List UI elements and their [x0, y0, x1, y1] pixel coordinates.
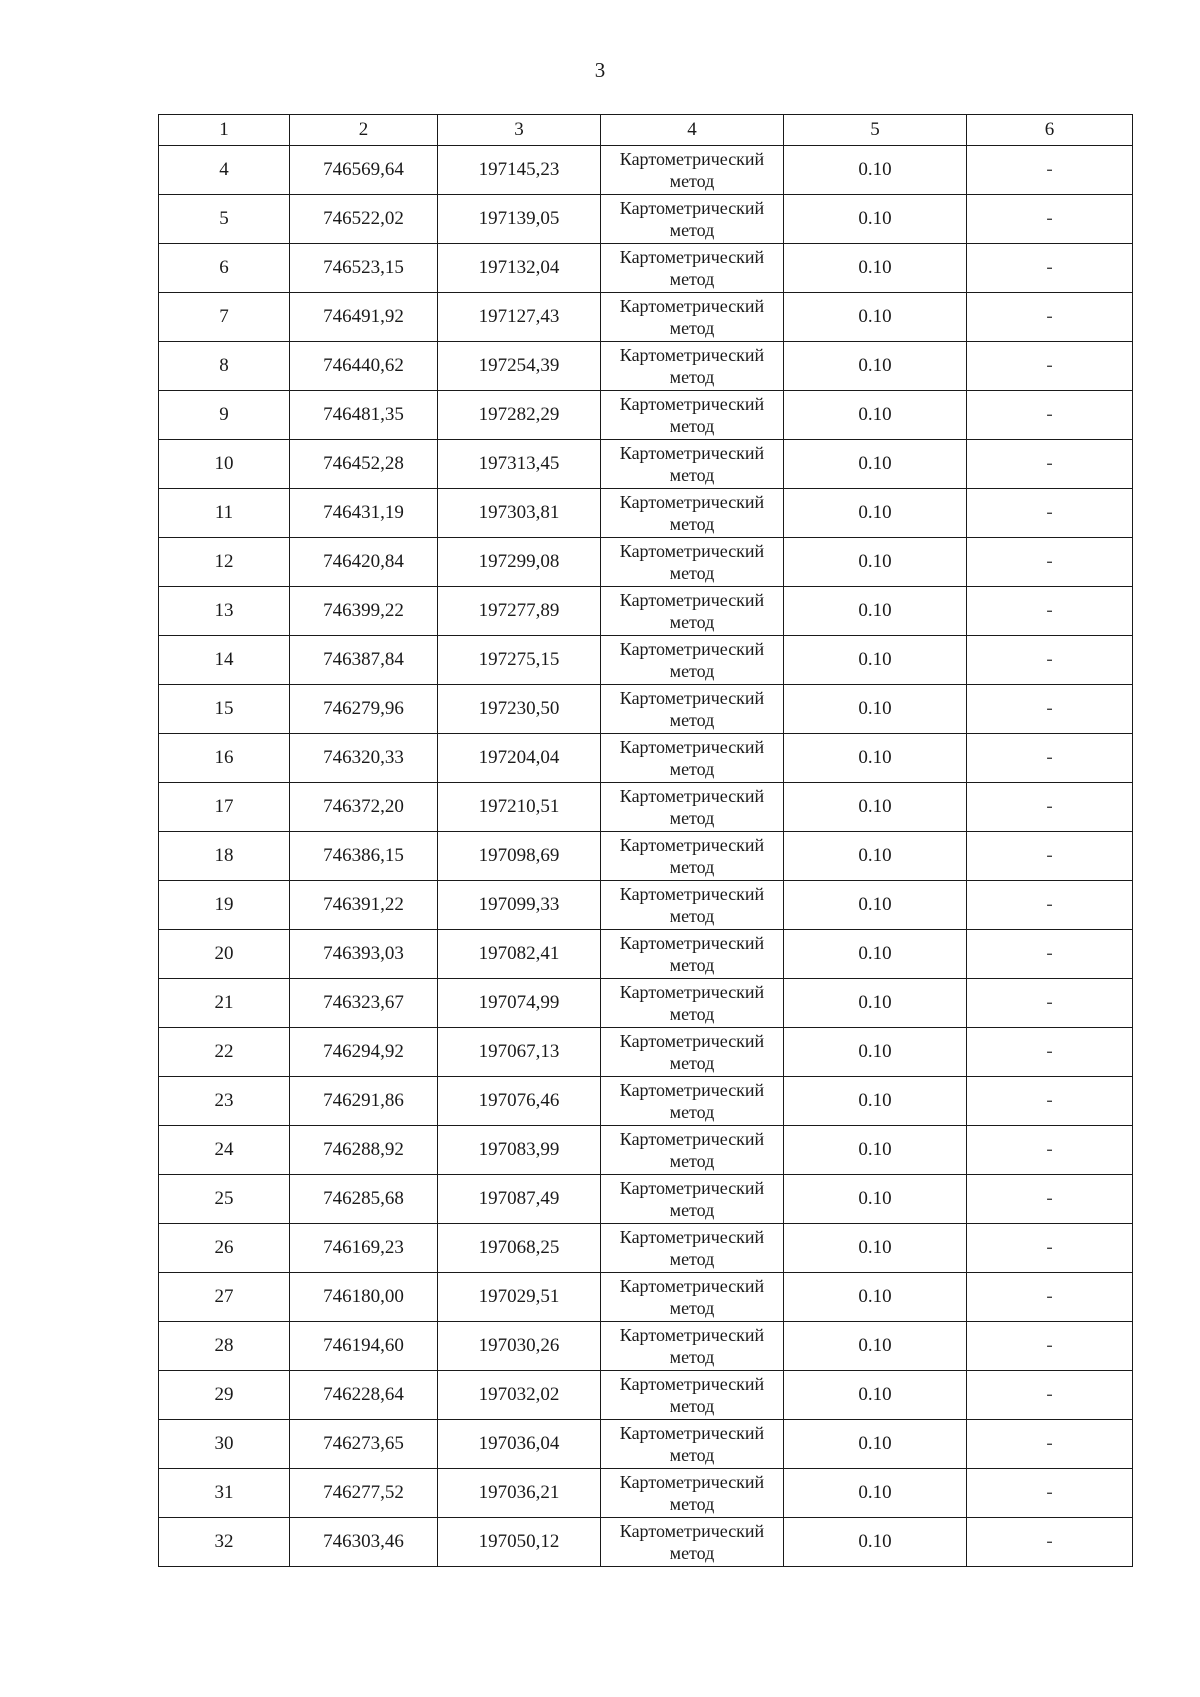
point-number-cell: 11 [159, 489, 290, 538]
method-cell: Картометрический метод [601, 342, 784, 391]
description-cell: - [967, 979, 1133, 1028]
x-coordinate-cell: 746288,92 [290, 1126, 438, 1175]
method-cell: Картометрический метод [601, 1420, 784, 1469]
x-coordinate-cell: 746522,02 [290, 195, 438, 244]
y-coordinate-cell: 197275,15 [438, 636, 601, 685]
x-coordinate-cell: 746399,22 [290, 587, 438, 636]
method-cell: Картометрический метод [601, 293, 784, 342]
point-number-cell: 8 [159, 342, 290, 391]
table-row [159, 195, 1133, 244]
method-cell: Картометрический метод [601, 734, 784, 783]
x-coordinate-cell: 746194,60 [290, 1322, 438, 1371]
accuracy-cell: 0.10 [784, 538, 967, 587]
accuracy-cell: 0.10 [784, 244, 967, 293]
method-cell: Картометрический метод [601, 391, 784, 440]
y-coordinate-cell: 197204,04 [438, 734, 601, 783]
method-cell: Картометрический метод [601, 1371, 784, 1420]
y-coordinate-cell: 197277,89 [438, 587, 601, 636]
point-number-cell: 19 [159, 881, 290, 930]
description-cell: - [967, 881, 1133, 930]
table-row [159, 783, 1133, 832]
accuracy-cell: 0.10 [784, 832, 967, 881]
x-coordinate-cell: 746431,19 [290, 489, 438, 538]
table-row [159, 244, 1133, 293]
method-cell: Картометрический метод [601, 832, 784, 881]
x-coordinate-cell: 746169,23 [290, 1224, 438, 1273]
method-cell: Картометрический метод [601, 783, 784, 832]
y-coordinate-cell: 197082,41 [438, 930, 601, 979]
accuracy-cell: 0.10 [784, 1518, 967, 1567]
description-cell: - [967, 587, 1133, 636]
point-number-cell: 30 [159, 1420, 290, 1469]
x-coordinate-cell: 746452,28 [290, 440, 438, 489]
x-coordinate-cell: 746372,20 [290, 783, 438, 832]
accuracy-cell: 0.10 [784, 146, 967, 195]
point-number-cell: 28 [159, 1322, 290, 1371]
y-coordinate-cell: 197299,08 [438, 538, 601, 587]
table-row [159, 1273, 1133, 1322]
accuracy-cell: 0.10 [784, 587, 967, 636]
x-coordinate-cell: 746323,67 [290, 979, 438, 1028]
accuracy-cell: 0.10 [784, 342, 967, 391]
y-coordinate-cell: 197145,23 [438, 146, 601, 195]
description-cell: - [967, 1077, 1133, 1126]
coordinates-table [158, 114, 1133, 1567]
description-cell: - [967, 440, 1133, 489]
method-cell: Картометрический метод [601, 979, 784, 1028]
method-cell: Картометрический метод [601, 1126, 784, 1175]
table-row [159, 587, 1133, 636]
method-cell: Картометрический метод [601, 146, 784, 195]
point-number-cell: 20 [159, 930, 290, 979]
description-cell: - [967, 1469, 1133, 1518]
accuracy-cell: 0.10 [784, 489, 967, 538]
accuracy-cell: 0.10 [784, 783, 967, 832]
description-cell: - [967, 1224, 1133, 1273]
y-coordinate-cell: 197030,26 [438, 1322, 601, 1371]
table-header-row [159, 115, 1133, 146]
table-row [159, 293, 1133, 342]
table-row [159, 734, 1133, 783]
point-number-cell: 24 [159, 1126, 290, 1175]
y-coordinate-cell: 197083,99 [438, 1126, 601, 1175]
table-row [159, 832, 1133, 881]
description-cell: - [967, 734, 1133, 783]
point-number-cell: 23 [159, 1077, 290, 1126]
header-cell-y: 3 [438, 115, 601, 146]
method-cell: Картометрический метод [601, 1322, 784, 1371]
x-coordinate-cell: 746320,33 [290, 734, 438, 783]
description-cell: - [967, 293, 1133, 342]
method-cell: Картометрический метод [601, 636, 784, 685]
x-coordinate-cell: 746481,35 [290, 391, 438, 440]
x-coordinate-cell: 746393,03 [290, 930, 438, 979]
table-row [159, 979, 1133, 1028]
point-number-cell: 10 [159, 440, 290, 489]
table-row [159, 440, 1133, 489]
y-coordinate-cell: 197029,51 [438, 1273, 601, 1322]
point-number-cell: 17 [159, 783, 290, 832]
description-cell: - [967, 685, 1133, 734]
table-row [159, 1126, 1133, 1175]
point-number-cell: 12 [159, 538, 290, 587]
header-cell-point-number: 1 [159, 115, 290, 146]
x-coordinate-cell: 746387,84 [290, 636, 438, 685]
x-coordinate-cell: 746569,64 [290, 146, 438, 195]
description-cell: - [967, 489, 1133, 538]
table-row [159, 391, 1133, 440]
description-cell: - [967, 195, 1133, 244]
method-cell: Картометрический метод [601, 538, 784, 587]
x-coordinate-cell: 746294,92 [290, 1028, 438, 1077]
accuracy-cell: 0.10 [784, 293, 967, 342]
y-coordinate-cell: 197074,99 [438, 979, 601, 1028]
point-number-cell: 13 [159, 587, 290, 636]
x-coordinate-cell: 746491,92 [290, 293, 438, 342]
point-number-cell: 4 [159, 146, 290, 195]
method-cell: Картометрический метод [601, 195, 784, 244]
y-coordinate-cell: 197313,45 [438, 440, 601, 489]
method-cell: Картометрический метод [601, 1469, 784, 1518]
method-cell: Картометрический метод [601, 489, 784, 538]
point-number-cell: 15 [159, 685, 290, 734]
method-cell: Картометрический метод [601, 587, 784, 636]
table-row [159, 538, 1133, 587]
description-cell: - [967, 636, 1133, 685]
method-cell: Картометрический метод [601, 685, 784, 734]
table-row [159, 1371, 1133, 1420]
x-coordinate-cell: 746180,00 [290, 1273, 438, 1322]
description-cell: - [967, 783, 1133, 832]
point-number-cell: 27 [159, 1273, 290, 1322]
description-cell: - [967, 930, 1133, 979]
method-cell: Картометрический метод [601, 930, 784, 979]
y-coordinate-cell: 197087,49 [438, 1175, 601, 1224]
method-cell: Картометрический метод [601, 1028, 784, 1077]
point-number-cell: 16 [159, 734, 290, 783]
x-coordinate-cell: 746279,96 [290, 685, 438, 734]
method-cell: Картометрический метод [601, 881, 784, 930]
y-coordinate-cell: 197303,81 [438, 489, 601, 538]
x-coordinate-cell: 746386,15 [290, 832, 438, 881]
method-cell: Картометрический метод [601, 1273, 784, 1322]
accuracy-cell: 0.10 [784, 440, 967, 489]
method-cell: Картометрический метод [601, 244, 784, 293]
point-number-cell: 29 [159, 1371, 290, 1420]
table-row [159, 1420, 1133, 1469]
point-number-cell: 5 [159, 195, 290, 244]
method-cell: Картометрический метод [601, 1077, 784, 1126]
accuracy-cell: 0.10 [784, 930, 967, 979]
table-row [159, 930, 1133, 979]
x-coordinate-cell: 746277,52 [290, 1469, 438, 1518]
accuracy-cell: 0.10 [784, 636, 967, 685]
description-cell: - [967, 1371, 1133, 1420]
y-coordinate-cell: 197132,04 [438, 244, 601, 293]
y-coordinate-cell: 197050,12 [438, 1518, 601, 1567]
y-coordinate-cell: 197067,13 [438, 1028, 601, 1077]
y-coordinate-cell: 197127,43 [438, 293, 601, 342]
accuracy-cell: 0.10 [784, 685, 967, 734]
y-coordinate-cell: 197254,39 [438, 342, 601, 391]
description-cell: - [967, 1322, 1133, 1371]
point-number-cell: 7 [159, 293, 290, 342]
description-cell: - [967, 244, 1133, 293]
y-coordinate-cell: 197230,50 [438, 685, 601, 734]
y-coordinate-cell: 197068,25 [438, 1224, 601, 1273]
y-coordinate-cell: 197210,51 [438, 783, 601, 832]
y-coordinate-cell: 197032,02 [438, 1371, 601, 1420]
header-cell-method: 4 [601, 115, 784, 146]
accuracy-cell: 0.10 [784, 1273, 967, 1322]
page-number: 3 [594, 58, 606, 82]
x-coordinate-cell: 746391,22 [290, 881, 438, 930]
point-number-cell: 25 [159, 1175, 290, 1224]
table-row [159, 489, 1133, 538]
x-coordinate-cell: 746303,46 [290, 1518, 438, 1567]
point-number-cell: 32 [159, 1518, 290, 1567]
table-row [159, 1175, 1133, 1224]
y-coordinate-cell: 197076,46 [438, 1077, 601, 1126]
point-number-cell: 9 [159, 391, 290, 440]
table-row [159, 1469, 1133, 1518]
table-row [159, 1518, 1133, 1567]
description-cell: - [967, 146, 1133, 195]
accuracy-cell: 0.10 [784, 1077, 967, 1126]
x-coordinate-cell: 746228,64 [290, 1371, 438, 1420]
table-row [159, 1322, 1133, 1371]
accuracy-cell: 0.10 [784, 1420, 967, 1469]
x-coordinate-cell: 746285,68 [290, 1175, 438, 1224]
method-cell: Картометрический метод [601, 440, 784, 489]
point-number-cell: 6 [159, 244, 290, 293]
accuracy-cell: 0.10 [784, 734, 967, 783]
method-cell: Картометрический метод [601, 1518, 784, 1567]
point-number-cell: 14 [159, 636, 290, 685]
table-row [159, 685, 1133, 734]
description-cell: - [967, 1420, 1133, 1469]
point-number-cell: 26 [159, 1224, 290, 1273]
x-coordinate-cell: 746523,15 [290, 244, 438, 293]
description-cell: - [967, 342, 1133, 391]
accuracy-cell: 0.10 [784, 881, 967, 930]
x-coordinate-cell: 746291,86 [290, 1077, 438, 1126]
table-row [159, 146, 1133, 195]
table-row [159, 881, 1133, 930]
accuracy-cell: 0.10 [784, 1469, 967, 1518]
description-cell: - [967, 832, 1133, 881]
accuracy-cell: 0.10 [784, 1126, 967, 1175]
table-row [159, 636, 1133, 685]
table-row [159, 1224, 1133, 1273]
table-row [159, 1077, 1133, 1126]
accuracy-cell: 0.10 [784, 195, 967, 244]
description-cell: - [967, 538, 1133, 587]
accuracy-cell: 0.10 [784, 979, 967, 1028]
accuracy-cell: 0.10 [784, 1371, 967, 1420]
table-body [159, 146, 1133, 1567]
header-cell-accuracy: 5 [784, 115, 967, 146]
x-coordinate-cell: 746440,62 [290, 342, 438, 391]
accuracy-cell: 0.10 [784, 391, 967, 440]
accuracy-cell: 0.10 [784, 1175, 967, 1224]
point-number-cell: 21 [159, 979, 290, 1028]
point-number-cell: 31 [159, 1469, 290, 1518]
y-coordinate-cell: 197282,29 [438, 391, 601, 440]
description-cell: - [967, 1126, 1133, 1175]
point-number-cell: 22 [159, 1028, 290, 1077]
y-coordinate-cell: 197139,05 [438, 195, 601, 244]
accuracy-cell: 0.10 [784, 1322, 967, 1371]
accuracy-cell: 0.10 [784, 1028, 967, 1077]
table-row [159, 1028, 1133, 1077]
point-number-cell: 18 [159, 832, 290, 881]
header-cell-x: 2 [290, 115, 438, 146]
description-cell: - [967, 1273, 1133, 1322]
y-coordinate-cell: 197036,04 [438, 1420, 601, 1469]
y-coordinate-cell: 197036,21 [438, 1469, 601, 1518]
method-cell: Картометрический метод [601, 1224, 784, 1273]
y-coordinate-cell: 197099,33 [438, 881, 601, 930]
accuracy-cell: 0.10 [784, 1224, 967, 1273]
x-coordinate-cell: 746273,65 [290, 1420, 438, 1469]
description-cell: - [967, 1175, 1133, 1224]
description-cell: - [967, 1518, 1133, 1567]
x-coordinate-cell: 746420,84 [290, 538, 438, 587]
method-cell: Картометрический метод [601, 1175, 784, 1224]
y-coordinate-cell: 197098,69 [438, 832, 601, 881]
header-cell-description: 6 [967, 115, 1133, 146]
description-cell: - [967, 391, 1133, 440]
table-row [159, 342, 1133, 391]
description-cell: - [967, 1028, 1133, 1077]
